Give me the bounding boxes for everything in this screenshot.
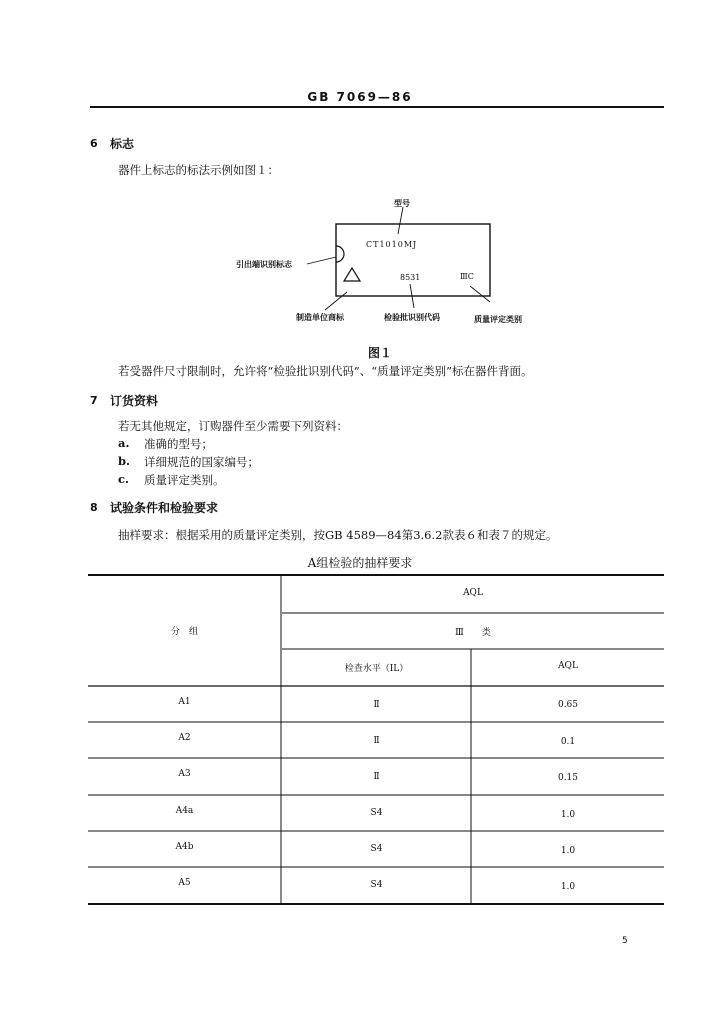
section6-intro: 器件上标志的标法示例如图１：	[118, 163, 279, 177]
label-batch: 检验批识别代码	[384, 312, 440, 322]
table-row-il: S4	[370, 880, 383, 890]
section7-title: 订货资料	[110, 394, 159, 408]
table-row-group: A4b	[175, 842, 194, 852]
section8-title: 试验条件和检验要求	[110, 501, 219, 515]
label-quality: 质量评定类别	[474, 314, 522, 324]
list-item-a: 准确的型号；	[144, 437, 213, 451]
table-row-group: A2	[178, 733, 191, 743]
table-row-group: A4a	[175, 806, 194, 816]
table-row-aql: 0.1	[560, 737, 576, 747]
table-row-group: A1	[178, 697, 191, 707]
table-row-group: A3	[178, 769, 191, 779]
section7-intro: 若无其他规定，订购器件至少需要下列资料：	[118, 419, 348, 433]
table-row-aql: 0.65	[557, 700, 579, 710]
section6-number: 6	[90, 137, 98, 150]
section8-text: 抽样要求：根据采用的质量评定类别，按GB 4589—84第3.6.2款表６和表７的规定。	[118, 528, 558, 542]
header-il: 检查水平（IL）	[344, 664, 409, 674]
standard-code-header: GB 7069—86	[307, 90, 413, 104]
list-marker-c: c.	[118, 472, 130, 486]
table-row-aql: 1.0	[560, 882, 576, 892]
table-row-aql: 1.0	[560, 810, 576, 820]
figure-caption: 图１	[368, 346, 393, 360]
page-number: 5	[622, 936, 628, 946]
table-row-group: A5	[178, 878, 191, 888]
list-marker-a: a.	[118, 436, 130, 450]
table-row-il: Ⅱ	[373, 772, 380, 782]
table-row-il: Ⅱ	[373, 700, 380, 710]
header-group: 分 组	[170, 627, 198, 637]
list-item-b: 详细规范的国家编号；	[144, 455, 259, 469]
section6-title: 标志	[110, 137, 135, 151]
header-class: Ⅲ 类	[455, 628, 491, 638]
header-aql: AQL	[463, 588, 483, 598]
header-aql-sub: AQL	[558, 661, 578, 671]
label-lead-mark: 引出端识别标志	[236, 259, 292, 269]
label-model: 型号	[394, 198, 410, 208]
table-row-il: S4	[370, 844, 383, 854]
quality-class: ⅢC	[460, 272, 474, 281]
figure-note: 若受器件尺寸限制时，允许将“检验批识别代码”、“质量评定类别”标在器件背面。	[118, 364, 533, 378]
table-row-aql: 0.15	[557, 773, 579, 783]
list-item-c: 质量评定类别。	[144, 473, 225, 487]
table-row-il: Ⅱ	[373, 736, 380, 746]
model-code: CT1010MJ	[366, 240, 418, 249]
section8-number: 8	[90, 501, 98, 514]
list-marker-b: b.	[118, 454, 131, 468]
batch-code: 8531	[400, 273, 421, 282]
table-row-il: S4	[370, 808, 383, 818]
label-manufacturer: 制造单位商标	[296, 312, 344, 322]
table-row-aql: 1.0	[560, 846, 576, 856]
table-title: A组检验的抽样要求	[307, 556, 413, 570]
section7-number: 7	[90, 394, 98, 407]
